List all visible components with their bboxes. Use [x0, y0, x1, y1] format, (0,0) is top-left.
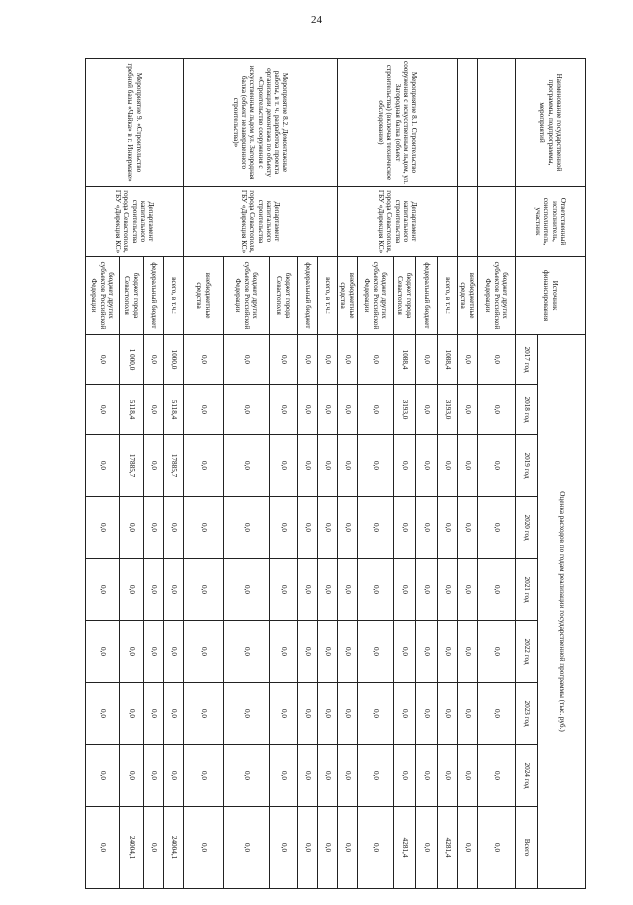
- measure-8-2-executor: Департамент капитального строительства города Севастополя, ГБУ «Дирекция КС»: [184, 187, 338, 257]
- value-cell: 0,0: [458, 807, 478, 889]
- value-cell: 0,0: [270, 559, 298, 621]
- value-cell: 0,0: [416, 497, 438, 559]
- value-cell: 0,0: [224, 385, 270, 435]
- value-cell: 0,0: [298, 745, 318, 807]
- name-cell-empty: [458, 59, 478, 187]
- value-cell: 0,0: [358, 497, 394, 559]
- value-cell: 0,0: [338, 497, 358, 559]
- value-cell: 0,0: [416, 559, 438, 621]
- value-cell: 0,0: [86, 335, 120, 385]
- value-cell: 0,0: [224, 621, 270, 683]
- value-cell: 0,0: [358, 385, 394, 435]
- value-cell: 0,0: [458, 621, 478, 683]
- value-cell: 0,0: [298, 435, 318, 497]
- value-cell: 0,0: [224, 497, 270, 559]
- table-row: [458, 59, 478, 889]
- executor-cell-empty: [478, 187, 516, 257]
- value-cell: 0,0: [338, 683, 358, 745]
- value-cell: 0,0: [144, 335, 164, 385]
- value-cell: 0,0: [184, 807, 224, 889]
- value-cell: 0,0: [270, 335, 298, 385]
- value-cell: 0,0: [394, 745, 416, 807]
- value-cell: 0,0: [184, 745, 224, 807]
- header-year: 2018 год: [516, 385, 538, 435]
- source-cell: всего, в т.ч.:: [318, 257, 338, 335]
- value-cell: 0,0: [318, 745, 338, 807]
- value-cell: 0,0: [144, 435, 164, 497]
- table-body: [86, 59, 516, 889]
- value-cell: 0,0: [144, 497, 164, 559]
- source-cell: бюджет города Севастополя: [120, 257, 144, 335]
- value-cell: 0,0: [164, 745, 184, 807]
- value-cell: 0,0: [438, 435, 458, 497]
- value-cell: 4281,4: [438, 807, 458, 889]
- value-cell: 0,0: [416, 385, 438, 435]
- value-cell: 0,0: [458, 335, 478, 385]
- value-cell: 0,0: [298, 683, 318, 745]
- value-cell: 0,0: [458, 385, 478, 435]
- value-cell: 0,0: [478, 745, 516, 807]
- source-cell: бюджет других субъектов Российской Федерации: [358, 257, 394, 335]
- value-cell: 0,0: [120, 683, 144, 745]
- value-cell: 0,0: [184, 335, 224, 385]
- value-cell: 0,0: [458, 497, 478, 559]
- source-cell: федеральный бюджет: [144, 257, 164, 335]
- value-cell: 24004,1: [164, 807, 184, 889]
- value-cell: 5118,4: [120, 385, 144, 435]
- header-estimate: Оценка расходов по годам реализации государственной программы (тыс. руб.): [538, 335, 586, 889]
- value-cell: 0,0: [438, 683, 458, 745]
- value-cell: 0,0: [478, 621, 516, 683]
- value-cell: 0,0: [224, 745, 270, 807]
- value-cell: 0,0: [184, 385, 224, 435]
- value-cell: 1088,4: [394, 335, 416, 385]
- budget-table: [85, 58, 586, 889]
- source-cell: федеральный бюджет: [298, 257, 318, 335]
- value-cell: 0,0: [318, 335, 338, 385]
- value-cell: 0,0: [120, 559, 144, 621]
- value-cell: 0,0: [86, 745, 120, 807]
- value-cell: 0,0: [416, 807, 438, 889]
- source-cell: внебюджетные средства: [458, 257, 478, 335]
- value-cell: 0,0: [164, 559, 184, 621]
- rotated-table-wrapper: [90, 58, 586, 888]
- header-year: 2021 год: [516, 559, 538, 621]
- table-row: [438, 59, 458, 889]
- source-cell: бюджет других субъектов Российской Федерации: [478, 257, 516, 335]
- measure-8-2-name: Мероприятие 8.2. Демонтажные работы, в т. ч. разработка проекта организации демонтажа по объекту «Строительство сооружения с искусственным льдом ул. Загородная балка (объект незавершенного строительства)»: [184, 59, 338, 187]
- value-cell: 0,0: [416, 435, 438, 497]
- value-cell: 0,0: [338, 335, 358, 385]
- source-cell: внебюджетные средства: [184, 257, 224, 335]
- measure-9-executor: Департамент капитального строительства города Севастополя, ГБУ «Дирекция КС»: [86, 187, 184, 257]
- value-cell: 0,0: [358, 807, 394, 889]
- value-cell: 0,0: [86, 621, 120, 683]
- value-cell: 0,0: [184, 683, 224, 745]
- value-cell: 0,0: [86, 385, 120, 435]
- value-cell: 0,0: [394, 497, 416, 559]
- value-cell: 0,0: [270, 497, 298, 559]
- table-row: [164, 59, 184, 889]
- header-year: 2022 год: [516, 621, 538, 683]
- value-cell: 0,0: [270, 621, 298, 683]
- value-cell: 3193,0: [438, 385, 458, 435]
- value-cell: 0,0: [478, 807, 516, 889]
- value-cell: 0,0: [458, 683, 478, 745]
- source-cell: бюджет города Севастополя: [270, 257, 298, 335]
- value-cell: 0,0: [270, 683, 298, 745]
- table-row: [318, 59, 338, 889]
- value-cell: 0,0: [224, 807, 270, 889]
- value-cell: 0,0: [86, 559, 120, 621]
- value-cell: 0,0: [416, 335, 438, 385]
- value-cell: 0,0: [438, 745, 458, 807]
- value-cell: 0,0: [270, 385, 298, 435]
- value-cell: 0,0: [458, 559, 478, 621]
- value-cell: 0,0: [86, 497, 120, 559]
- header-name: Наименование государственной программы, подпрограммы, мероприятий: [516, 59, 586, 187]
- value-cell: 0,0: [224, 683, 270, 745]
- source-cell: всего, в т.ч.:: [438, 257, 458, 335]
- value-cell: 0,0: [438, 497, 458, 559]
- value-cell: 0,0: [86, 807, 120, 889]
- source-cell: внебюджетные средства: [338, 257, 358, 335]
- value-cell: 0,0: [86, 683, 120, 745]
- name-cell-empty: [478, 59, 516, 187]
- value-cell: 0,0: [358, 559, 394, 621]
- value-cell: 0,0: [318, 559, 338, 621]
- source-cell: бюджет города Севастополя: [394, 257, 416, 335]
- value-cell: 5118,4: [164, 385, 184, 435]
- executor-cell-empty: [458, 187, 478, 257]
- header-year: 2024 год: [516, 745, 538, 807]
- value-cell: 0,0: [478, 435, 516, 497]
- value-cell: 0,0: [298, 621, 318, 683]
- value-cell: 0,0: [298, 559, 318, 621]
- value-cell: 0,0: [270, 807, 298, 889]
- value-cell: 0,0: [338, 745, 358, 807]
- header-year: 2017 год: [516, 335, 538, 385]
- value-cell: 0,0: [478, 559, 516, 621]
- value-cell: 17885,7: [120, 435, 144, 497]
- value-cell: 0,0: [164, 683, 184, 745]
- value-cell: 0,0: [318, 435, 338, 497]
- table-row: [478, 59, 516, 889]
- value-cell: 0,0: [358, 683, 394, 745]
- value-cell: 0,0: [120, 497, 144, 559]
- source-cell: бюджет других субъектов Российской Федерации: [224, 257, 270, 335]
- value-cell: 0,0: [478, 683, 516, 745]
- value-cell: 0,0: [184, 497, 224, 559]
- value-cell: 0,0: [184, 559, 224, 621]
- value-cell: 0,0: [338, 807, 358, 889]
- value-cell: 0,0: [298, 385, 318, 435]
- value-cell: 0,0: [144, 683, 164, 745]
- source-cell: всего, в т.ч.:: [164, 257, 184, 335]
- value-cell: 17885,7: [164, 435, 184, 497]
- value-cell: 0,0: [318, 385, 338, 435]
- value-cell: 0,0: [338, 435, 358, 497]
- value-cell: 0,0: [86, 435, 120, 497]
- value-cell: 0,0: [224, 435, 270, 497]
- value-cell: 0,0: [394, 621, 416, 683]
- value-cell: 0,0: [270, 435, 298, 497]
- page-number: 24: [311, 14, 322, 26]
- header-total: Всего: [516, 807, 538, 889]
- measure-8-1-executor: Департамент капитального строительства города Севастополя, ГБУ «Дирекция КС»: [338, 187, 458, 257]
- value-cell: 0,0: [416, 683, 438, 745]
- header-year: 2020 год: [516, 497, 538, 559]
- measure-9-name: Мероприятие 9. «Строительство гребной базы «Чайка» в г. Инкермане»: [86, 59, 184, 187]
- value-cell: 0,0: [338, 559, 358, 621]
- value-cell: 0,0: [298, 807, 318, 889]
- value-cell: 24004,1: [120, 807, 144, 889]
- value-cell: 0,0: [144, 807, 164, 889]
- header-year: 2023 год: [516, 683, 538, 745]
- value-cell: 0,0: [144, 745, 164, 807]
- header-year: 2019 год: [516, 435, 538, 497]
- value-cell: 0,0: [144, 385, 164, 435]
- value-cell: 4281,4: [394, 807, 416, 889]
- header-source: Источник финансирования: [516, 257, 586, 335]
- value-cell: 0,0: [394, 559, 416, 621]
- value-cell: 0,0: [298, 335, 318, 385]
- value-cell: 0,0: [270, 745, 298, 807]
- source-cell: федеральный бюджет: [416, 257, 438, 335]
- value-cell: 0,0: [144, 559, 164, 621]
- value-cell: 0,0: [318, 807, 338, 889]
- value-cell: 0,0: [416, 621, 438, 683]
- value-cell: 0,0: [318, 497, 338, 559]
- value-cell: 0,0: [438, 621, 458, 683]
- value-cell: 0,0: [478, 335, 516, 385]
- value-cell: 1 000,0: [120, 335, 144, 385]
- value-cell: 1000,0: [164, 335, 184, 385]
- header-executor: Ответственный исполнитель, соисполнитель, участник: [516, 187, 586, 257]
- value-cell: 0,0: [318, 683, 338, 745]
- value-cell: 0,0: [416, 745, 438, 807]
- value-cell: 0,0: [458, 745, 478, 807]
- value-cell: 1088,4: [438, 335, 458, 385]
- value-cell: 0,0: [358, 745, 394, 807]
- value-cell: 0,0: [184, 435, 224, 497]
- value-cell: 0,0: [358, 621, 394, 683]
- value-cell: 0,0: [394, 435, 416, 497]
- value-cell: 0,0: [478, 497, 516, 559]
- value-cell: 0,0: [164, 621, 184, 683]
- measure-8-1-name: Мероприятие 8.1. Строительство сооружения с искусственным льдом, ул. Загородная балка (объект строительства) (включая техническое обследование): [338, 59, 458, 187]
- source-cell: бюджет других субъектов Российской Федерации: [86, 257, 120, 335]
- value-cell: 0,0: [120, 621, 144, 683]
- value-cell: 0,0: [458, 435, 478, 497]
- value-cell: 0,0: [144, 621, 164, 683]
- value-cell: 0,0: [224, 335, 270, 385]
- value-cell: 0,0: [298, 497, 318, 559]
- value-cell: 0,0: [318, 621, 338, 683]
- value-cell: 0,0: [184, 621, 224, 683]
- value-cell: 0,0: [338, 385, 358, 435]
- value-cell: 0,0: [358, 335, 394, 385]
- value-cell: 0,0: [224, 559, 270, 621]
- value-cell: 0,0: [164, 497, 184, 559]
- value-cell: 0,0: [338, 621, 358, 683]
- value-cell: 3193,0: [394, 385, 416, 435]
- value-cell: 0,0: [358, 435, 394, 497]
- value-cell: 0,0: [438, 559, 458, 621]
- value-cell: 0,0: [394, 683, 416, 745]
- value-cell: 0,0: [478, 385, 516, 435]
- value-cell: 0,0: [120, 745, 144, 807]
